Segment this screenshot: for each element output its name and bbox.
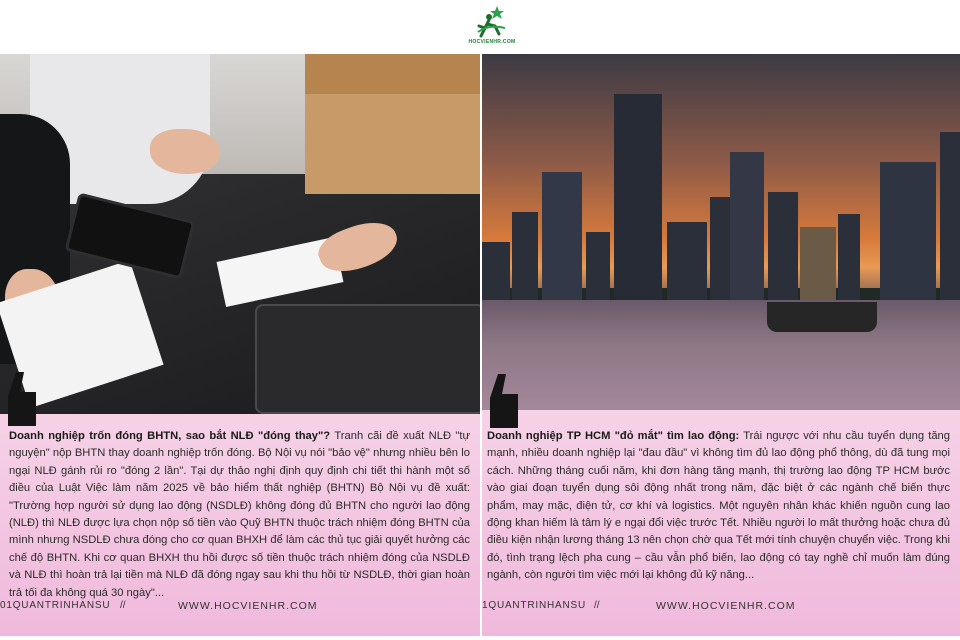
news-card-2[interactable] <box>482 54 960 636</box>
city-skyline-photo <box>482 54 960 410</box>
news-card-1[interactable] <box>0 54 480 636</box>
footer-handle-1: 01QUANTRINHANSU <box>0 600 111 611</box>
office-photo <box>0 54 480 414</box>
top-bar <box>0 0 960 54</box>
footer-website-link-1[interactable]: WWW.HOCVIENHR.COM <box>178 600 318 612</box>
body-1: Tranh cãi đề xuất NLĐ "tự nguyện" nộp BHTN thay doanh nghiệp trốn đóng. Bộ Nội vụ nói "bảo vệ" nhưng nhiều bên lo ngại NLĐ gánh rủi ro "đóng 2 lần". Tại dự thảo nghị định quy định chi tiết thi hành một số điều của Luật Việc làm năm 2025 về bảo hiểm thất nghiệp (BHTN) Bộ Nội vụ đề xuất: "Trường hợp người sử dụng lao động (NSDLĐ) không đóng đủ BHTN cho người lao động (NLĐ) thì NLĐ được lựa chọn nộp số tiền vào Quỹ BHTN thuộc trách nhiệm đóng BHTN của mình nhưng NSDLĐ chưa đóng cho cơ quan BHXH để làm các thủ tục giải quyết hưởng các chế độ BHTN. Khi cơ quan BHXH thu hồi được số tiền thuộc trách nhiệm đóng của NSDLĐ và NLĐ thì hoàn trả lại tiền mà NLĐ đã đóng ngay sau khi thu hồi từ NSDLĐ, thời gian hoàn trả tối đa không quá 30 ngày"... <box>9 430 470 599</box>
footer-website-link-2[interactable]: WWW.HOCVIENHR.COM <box>656 600 796 612</box>
headline-1[interactable]: Doanh nghiệp trốn đóng BHTN, sao bắt NLĐ "đóng thay"? <box>9 430 331 442</box>
quote-mark-icon <box>488 372 522 428</box>
headline-2[interactable]: Doanh nghiệp TP HCM "đỏ mắt" tìm lao động: <box>487 430 740 442</box>
logo-text: HOCVIENHR.COM <box>468 39 516 45</box>
quote-mark-icon <box>6 370 40 426</box>
brand-logo[interactable] <box>462 4 522 50</box>
runner-star-icon <box>475 4 509 38</box>
article-text-2 <box>487 428 950 585</box>
footer-sep-1: // <box>120 600 126 611</box>
article-text-1 <box>9 428 470 602</box>
footer-sep-2: // <box>594 600 600 611</box>
footer-handle-2: 1QUANTRINHANSU <box>482 600 586 611</box>
body-2: Trái ngược với nhu cầu tuyển dụng tăng mạnh, nhiều doanh nghiệp lại "đau đầu" vì không tìm đủ lao động phổ thông, dù đã tung mọi cách. Những tháng cuối năm, khi đơn hàng tăng mạnh, thị trường lao động TP HCM bước vào giai đoạn tuyển dụng sôi động nhất trong năm, đặc biệt ở các ngành chế biến thực phẩm, may mặc, điện tử, cơ khí và logistics. Một nguyên nhân khác khiến nguồn cung lao động khan hiếm là tâm lý e ngại đổi việc trước Tết. Nhiều người lo mất thưởng hoặc chưa đủ điều kiện nhận lương tháng 13 nên chọn chờ qua Tết mới tính chuyện chuyển việc. Trong khi đó, tình trạng lệch pha cung – cầu vẫn phổ biến, lao động có tay nghề chỉ muốn làm đúng ngành, còn người tìm việc mới lại không đủ kỹ năng... <box>487 430 950 582</box>
